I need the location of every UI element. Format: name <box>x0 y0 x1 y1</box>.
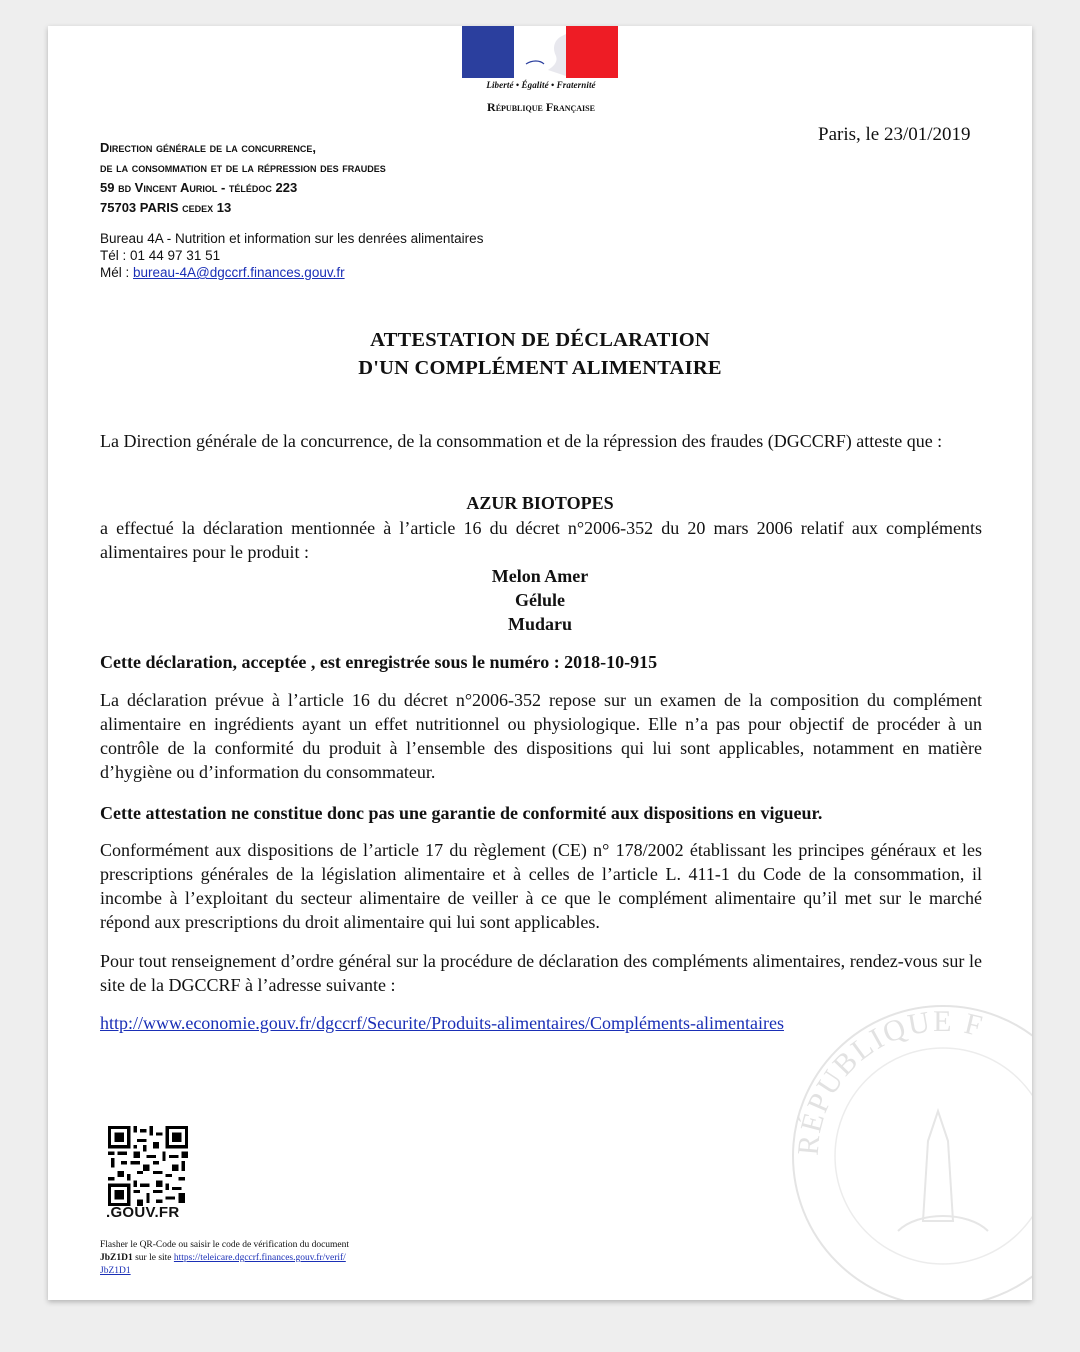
sender-line-2: de la consommation et de la répression des fraudes <box>100 160 386 175</box>
company-name: AZUR BIOTOPES <box>466 493 614 513</box>
rules-paragraph: Conformément aux dispositions de l’article 17 du règlement (CE) n° 178/2002 établissant les principes généraux et les prescriptions générales de la législation alimentaire et à celles de l’article L. 411-1 du Code de la consommation, il incombe à l’exploitant du secteur alimentaire de veiller à ce que le complément alimentaire qu’il met sur le marché répond aux prescriptions du droit alimentaire qui lui sont applicables. <box>100 840 982 932</box>
note-line-3 <box>100 1265 420 1278</box>
republic-name: République Française <box>487 100 595 114</box>
bureau-line: Bureau 4A - Nutrition et information sur les denrées alimentaires <box>100 231 484 246</box>
mail-label: Mél : <box>100 265 134 280</box>
mail-link[interactable]: bureau-4A@dgccrf.finances.gouv.fr <box>133 265 345 280</box>
sender-line-3: 59 bd Vincent Auriol - télédoc 223 <box>100 180 298 195</box>
warning-paragraph: Cette attestation ne constitue donc pas une garantie de conformité aux dispositions en vigueur. <box>100 803 823 823</box>
sender-address <box>100 138 386 218</box>
product-name: Melon Amer <box>491 566 589 586</box>
svg-text:RÉPUBLIQUE F <box>792 1005 987 1157</box>
seal-text: RÉPUBLIQUE F <box>791 1004 988 1157</box>
gouv-fr-label: .GOUV.FR <box>106 1204 180 1221</box>
verification-note <box>100 1239 420 1278</box>
document-date: Paris, le 23/01/2019 <box>818 124 971 145</box>
intro-paragraph: La Direction générale de la concurrence, de la consommation et de la répression des fraudes (DGCCRF) atteste que : <box>100 431 943 451</box>
qr-code[interactable] <box>108 1126 188 1206</box>
verify-code-link[interactable]: JbZ1D1 <box>100 1266 131 1276</box>
marianne-flag-icon <box>462 26 618 78</box>
dgccrf-url-link[interactable]: http://www.economie.gouv.fr/dgccrf/Securite/Produits-alimentaires/Compléments-alimentaires <box>100 1013 784 1033</box>
document-page <box>48 26 1032 1300</box>
product-form: Gélule <box>515 590 565 610</box>
product-brand: Mudaru <box>507 614 572 634</box>
mail-line <box>100 264 483 281</box>
marianne-logo <box>461 26 621 118</box>
exam-paragraph: La déclaration prévue à l’article 16 du décret n°2006-352 repose sur un examen de la composition du complément alimentaire en ingrédients ayant un effet nutritionnel ou physiologique. Elle n’a pas pour objectif de procéder à un contrôle de la conformité du produit à l’ensemble des dispositions qui lui sont applicables, notamment en matière d’hygiène ou d’information du consommateur. <box>100 690 982 782</box>
republic-seal-icon <box>778 991 1032 1300</box>
verification-code: JbZ1D1 <box>100 1253 133 1263</box>
title-line-2: D'UN COMPLÉMENT ALIMENTAIRE <box>358 357 722 379</box>
sender-line-1: Direction générale de la concurrence, <box>100 140 316 155</box>
contact-block <box>100 230 483 281</box>
title-line-1: ATTESTATION DE DÉCLARATION <box>370 329 710 351</box>
phone-line: Tél : 01 44 97 31 51 <box>100 248 221 263</box>
verify-url-link[interactable]: https://teleicare.dgccrf.finances.gouv.fr/verif/ <box>173 1253 346 1263</box>
note-site-text: sur le site <box>132 1253 174 1263</box>
sender-line-4: 75703 PARIS cedex 13 <box>100 200 232 215</box>
republic-motto: Liberté • Égalité • Fraternité <box>486 80 596 90</box>
document-title <box>48 326 1032 382</box>
declaration-paragraph: a effectué la déclaration mentionnée à l’article 16 du décret n°2006-352 du 20 mars 2006 relatif aux compléments alimentaires pour le produit : <box>100 518 982 562</box>
info-paragraph: Pour tout renseignement d’ordre général sur la procédure de déclaration des compléments alimentaires, rendez-vous sur le site de la DGCCRF à l’adresse suivante : <box>100 951 982 995</box>
note-line-2 <box>100 1252 420 1265</box>
registration-number: Cette déclaration, acceptée , est enregistrée sous le numéro : 2018-10-915 <box>100 652 658 672</box>
note-line-1: Flasher le QR-Code ou saisir le code de vérification du document <box>100 1240 350 1250</box>
